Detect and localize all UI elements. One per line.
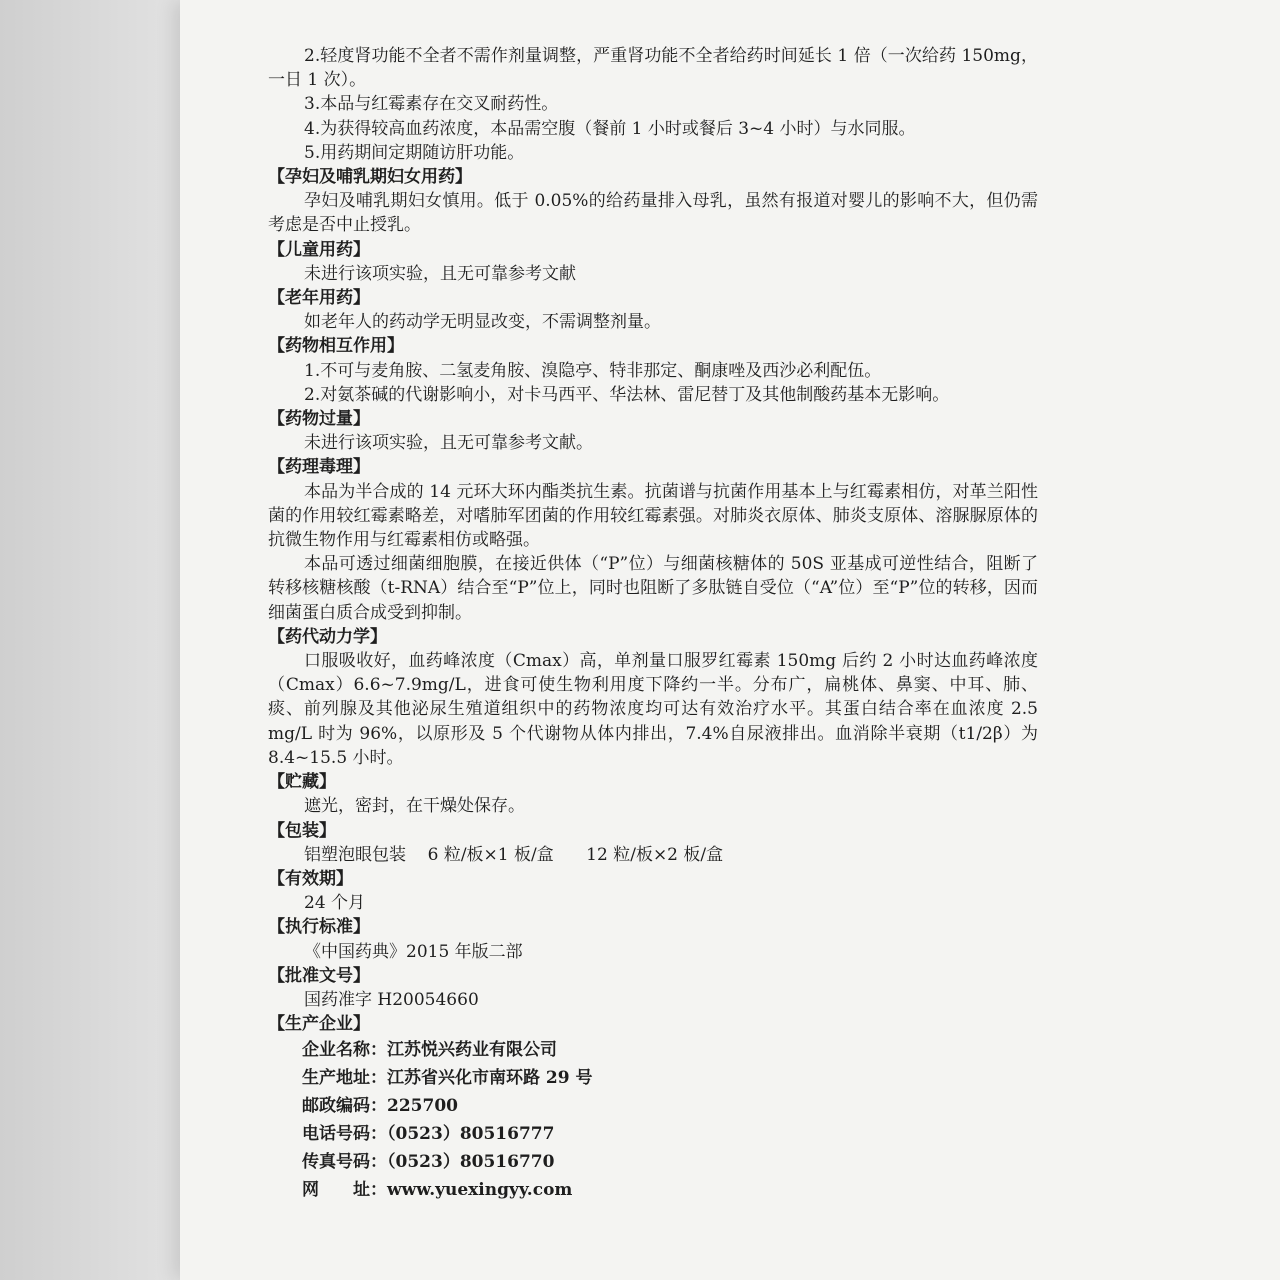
paragraph: 2.轻度肾功能不全者不需作剂量调整，严重肾功能不全者给药时间延长 1 倍（一次给药 150mg，一日 1 次）。 — [268, 46, 1038, 91]
list-item: 《中国药典》2015 年版二部 — [304, 941, 523, 962]
manufacturer-line: 传真号码：（0523）80516770 — [302, 1152, 555, 1173]
list-item: 3.本品与红霉素存在交叉耐药性。 — [304, 94, 559, 115]
list-item: 国药准字 H20054660 — [304, 989, 479, 1010]
section-heading: 【药物相互作用】 — [268, 336, 404, 357]
document-body — [268, 44, 1038, 1204]
manufacturer-line: 电话号码：（0523）80516777 — [302, 1124, 555, 1145]
section-heading: 【贮藏】 — [268, 772, 336, 793]
list-item: 未进行该项实验，且无可靠参考文献。 — [304, 433, 593, 454]
section-heading: 【药物过量】 — [268, 409, 370, 430]
list-item: 如老年人的药动学无明显改变，不需调整剂量。 — [304, 312, 661, 333]
manufacturer-line: 生产地址：江苏省兴化市南环路 29 号 — [302, 1068, 593, 1089]
list-item: 4.为获得较高血药浓度，本品需空腹（餐前 1 小时或餐后 3~4 小时）与水同服。 — [304, 118, 916, 139]
paragraph: 口服吸收好，血药峰浓度（Cmax）高，单剂量口服罗红霉素 150mg 后约 2 小时达血药峰浓度（Cmax）6.6~7.9mg/L，进食可使生物利用度下降约一半。分布广，扁桃体、鼻窦、中耳、肺、痰、前列腺及其他泌尿生殖道组织中的药物浓度均可达有效治疗水平。其蛋白结合率在血浓度 2.5 mg/L 时为 96%，以原形及 5 个代谢物从体内排出，7.4%自尿液排出。血消除半衰期（t1/2β）为 8.4~15.5 小时。 — [268, 651, 1038, 768]
list-item: 5.用药期间定期随访肝功能。 — [304, 142, 525, 163]
list-item: 未进行该项实验，且无可靠参考文献 — [304, 263, 576, 284]
section-heading: 【生产企业】 — [268, 1014, 370, 1035]
section-heading: 【老年用药】 — [268, 288, 370, 309]
section-heading: 【包装】 — [268, 820, 336, 841]
section-heading: 【有效期】 — [268, 868, 353, 889]
packaging-line: 铝塑泡眼包装 6 粒/板×1 板/盒 12 粒/板×2 板/盒 — [304, 844, 724, 865]
list-item: 2.对氨茶碱的代谢影响小，对卡马西平、华法林、雷尼替丁及其他制酸药基本无影响。 — [304, 384, 950, 405]
section-heading: 【药理毒理】 — [268, 457, 370, 478]
list-item: 24 个月 — [304, 893, 366, 914]
list-item: 1.不可与麦角胺、二氢麦角胺、溴隐亭、特非那定、酮康唑及西沙必利配伍。 — [304, 360, 882, 381]
manufacturer-line: 邮政编码：225700 — [302, 1096, 458, 1117]
background-left — [0, 0, 180, 1280]
list-item: 遮光，密封，在干燥处保存。 — [304, 796, 525, 817]
section-heading: 【批准文号】 — [268, 965, 370, 986]
manufacturer-line: 网 址：www.yuexingyy.com — [302, 1180, 573, 1201]
paragraph: 本品可透过细菌细胞膜，在接近供体（“P”位）与细菌核糖体的 50S 亚基成可逆性结合，阻断了转移核糖核酸（t-RNA）结合至“P”位上，同时也阻断了多肽链自受位（“A”位）至“P”位的转移，因而细菌蛋白质合成受到抑制。 — [268, 554, 1038, 623]
manufacturer-line: 企业名称：江苏悦兴药业有限公司 — [302, 1040, 557, 1061]
section-heading: 【儿童用药】 — [268, 239, 370, 260]
paragraph: 本品为半合成的 14 元环大环内酯类抗生素。抗菌谱与抗菌作用基本上与红霉素相仿，对革兰阳性菌的作用较红霉素略差，对嗜肺军团菌的作用较红霉素强。对肺炎衣原体、肺炎支原体、溶脲脲原体的抗微生物作用与红霉素相仿或略强。 — [268, 481, 1038, 551]
section-heading: 【执行标准】 — [268, 917, 370, 938]
paragraph: 孕妇及哺乳期妇女慎用。低于 0.05%的给药量排入母乳，虽然有报道对婴儿的影响不大，但仍需考虑是否中止授乳。 — [268, 191, 1038, 236]
section-heading: 【孕妇及哺乳期妇女用药】 — [268, 167, 472, 188]
section-heading: 【药代动力学】 — [268, 626, 387, 647]
